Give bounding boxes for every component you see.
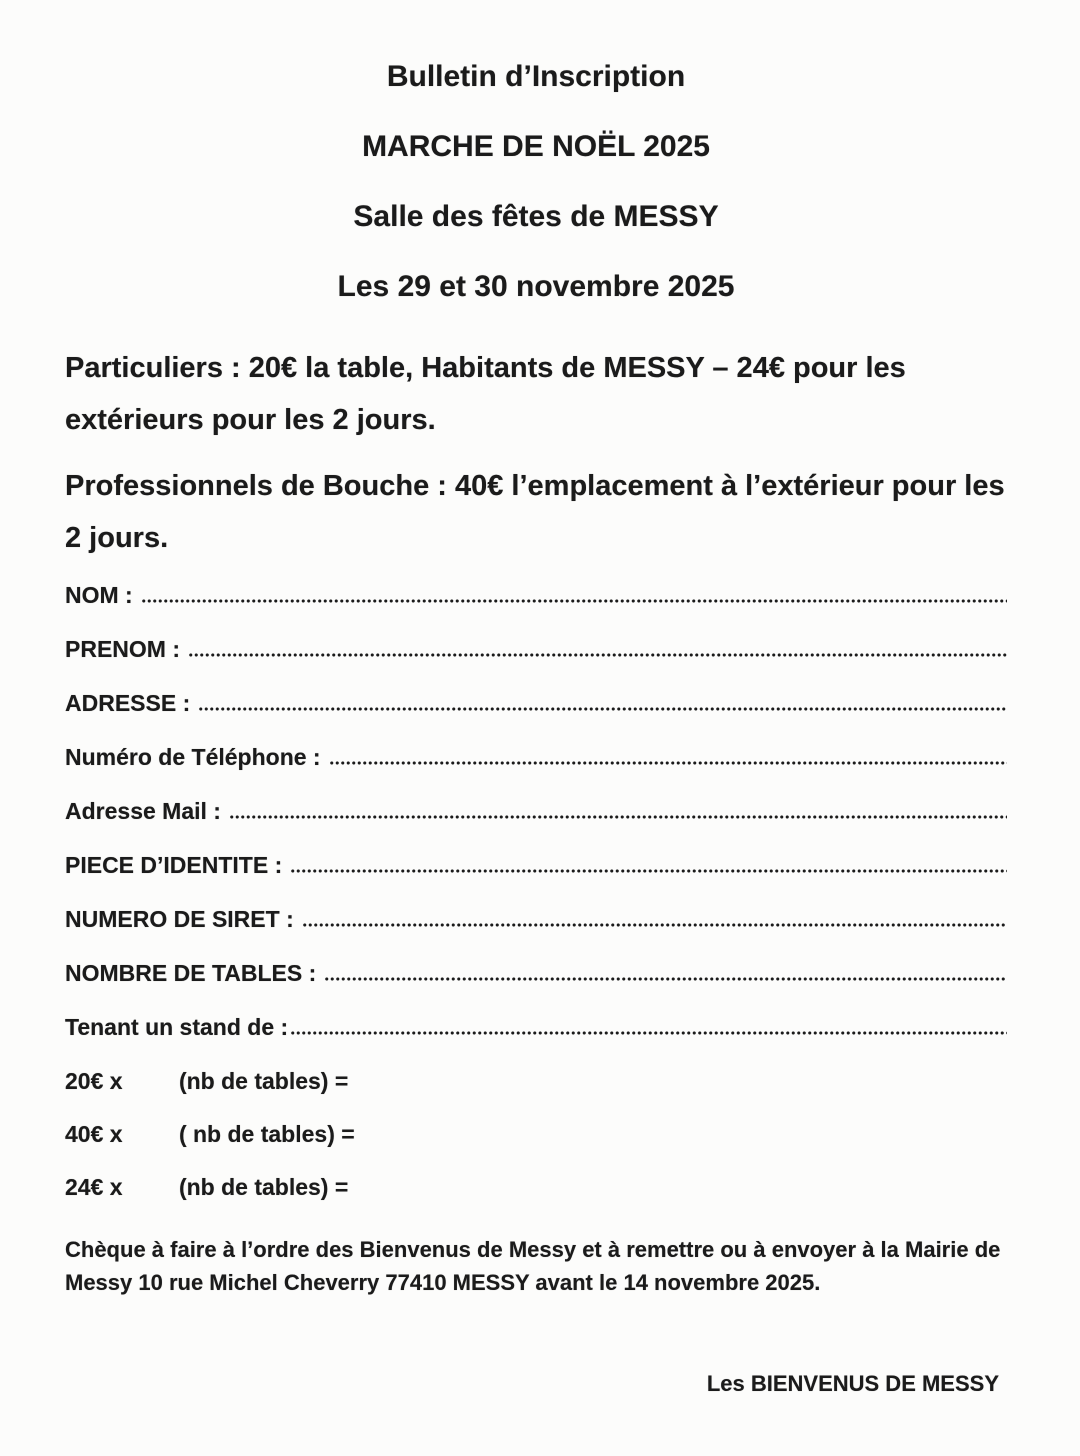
price-line-40 bbox=[65, 1121, 1007, 1147]
form-fields bbox=[65, 582, 1007, 1040]
price-formula-40: ( nb de tables) = bbox=[178, 1121, 355, 1147]
form-field-stand bbox=[65, 1014, 1007, 1040]
form-field-adresse bbox=[65, 690, 1007, 716]
form-field-nombre-tables bbox=[65, 960, 1007, 986]
field-label-prenom: PRENOM : bbox=[65, 636, 180, 662]
field-label-siret: NUMERO DE SIRET : bbox=[65, 906, 294, 932]
form-field-siret bbox=[65, 906, 1007, 932]
price-line-24 bbox=[65, 1174, 1007, 1200]
price-amount-40: 40€ x bbox=[65, 1121, 123, 1147]
form-field-nom bbox=[65, 582, 1007, 608]
price-calculation-lines bbox=[65, 1068, 1007, 1200]
form-field-prenom bbox=[65, 636, 1007, 662]
event-title: MARCHE DE NOËL 2025 bbox=[362, 130, 710, 163]
field-label-nombre-tables: NOMBRE DE TABLES : bbox=[65, 960, 317, 986]
dotted-fill-line bbox=[324, 962, 1007, 986]
field-label-nom: NOM : bbox=[65, 582, 133, 608]
document-title: Bulletin d’Inscription bbox=[386, 60, 686, 93]
field-label-mail: Adresse Mail : bbox=[65, 798, 221, 824]
field-label-stand: Tenant un stand de : bbox=[65, 1014, 289, 1040]
dotted-fill-line bbox=[302, 908, 1007, 932]
payment-instructions: Chèque à faire à l’ordre des Bienvenus de Messy et à remettre ou à envoyer à la Mairie de Messy 10 rue Michel Cheverry 77410 MESSY avant le 14 novembre 2025. bbox=[65, 1237, 1001, 1295]
dotted-fill-line bbox=[290, 854, 1007, 878]
pricing-paragraph-professionnels: Professionnels de Bouche : 40€ l’emplacement à l’extérieur pour les 2 jours. bbox=[65, 470, 1005, 554]
dotted-fill-line bbox=[188, 638, 1007, 662]
association-signature: Les BIENVENUS DE MESSY bbox=[706, 1371, 999, 1396]
field-label-piece-identite: PIECE D’IDENTITE : bbox=[65, 852, 283, 878]
dotted-fill-line bbox=[290, 1016, 1007, 1040]
field-label-telephone: Numéro de Téléphone : bbox=[65, 744, 321, 770]
price-formula-24: (nb de tables) = bbox=[178, 1174, 349, 1200]
dotted-fill-line bbox=[141, 584, 1007, 608]
dotted-fill-line bbox=[198, 692, 1007, 716]
dotted-fill-line bbox=[229, 800, 1007, 824]
price-amount-24: 24€ x bbox=[65, 1174, 123, 1200]
pricing-paragraph-particuliers: Particuliers : 20€ la table, Habitants de MESSY – 24€ pour les extérieurs pour les 2 jours. bbox=[65, 352, 906, 436]
price-formula-20: (nb de tables) = bbox=[178, 1068, 349, 1094]
dotted-fill-line bbox=[329, 746, 1007, 770]
form-field-piece-identite bbox=[65, 852, 1007, 878]
field-label-adresse: ADRESSE : bbox=[65, 690, 191, 716]
price-line-20 bbox=[65, 1068, 1007, 1094]
form-field-mail bbox=[65, 798, 1007, 824]
form-field-telephone bbox=[65, 744, 1007, 770]
dates-title: Les 29 et 30 novembre 2025 bbox=[337, 270, 735, 303]
price-amount-20: 20€ x bbox=[65, 1068, 123, 1094]
venue-title: Salle des fêtes de MESSY bbox=[353, 200, 719, 233]
